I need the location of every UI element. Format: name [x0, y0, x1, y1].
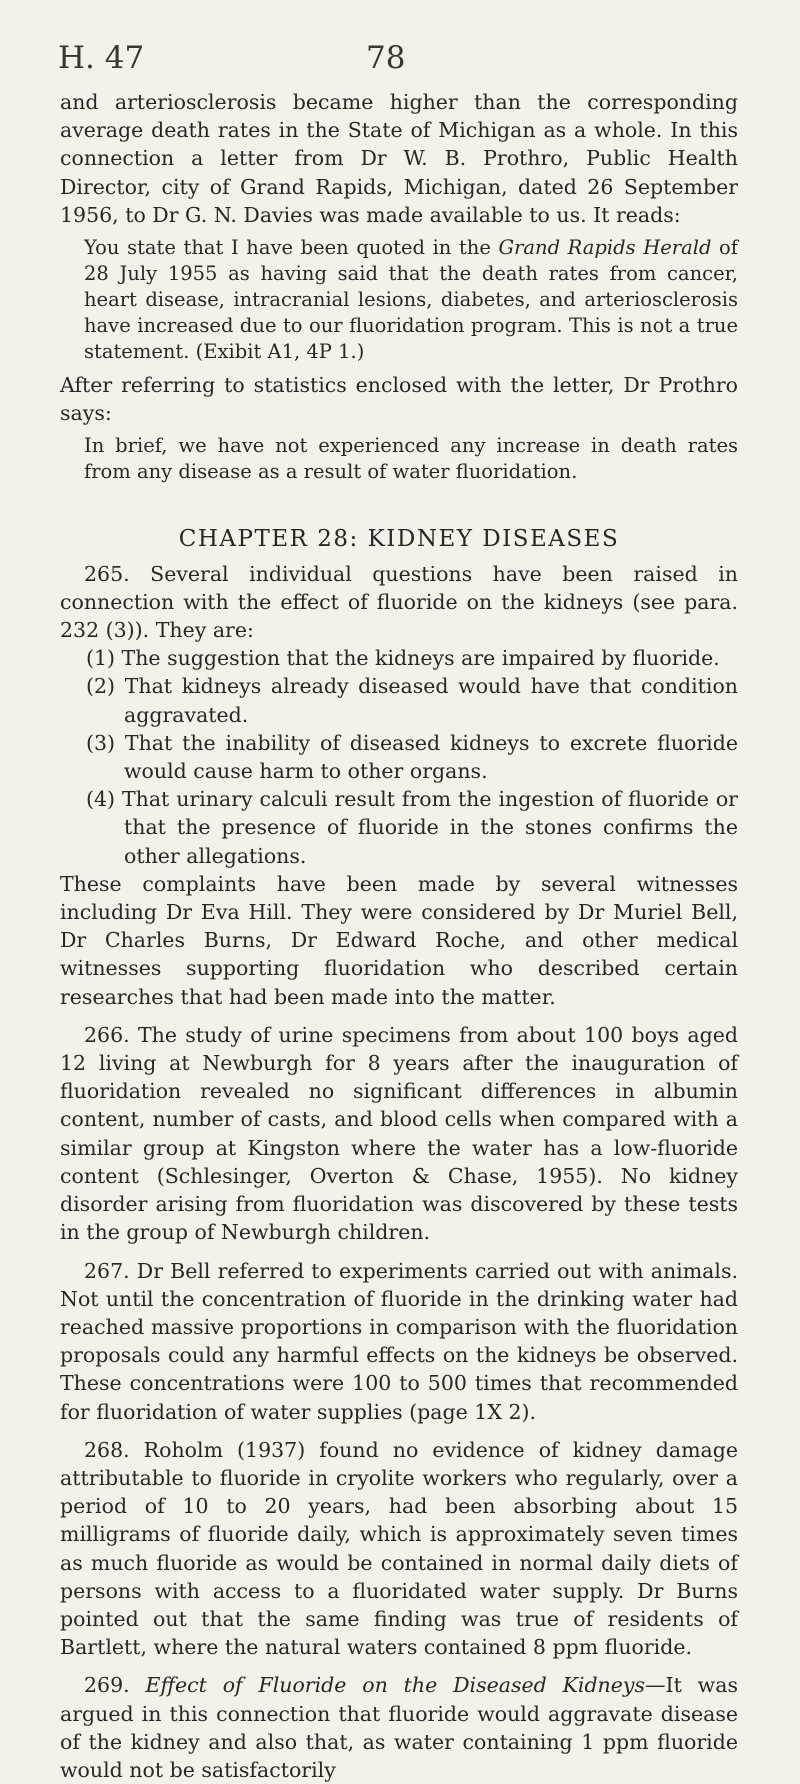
section-code: H. 47 — [58, 40, 145, 76]
after-paragraph: After referring to statistics enclosed with the letter, Dr Prothro says: — [60, 373, 738, 426]
paragraph-269 — [60, 1671, 738, 1784]
newspaper-name: Grand Rapids Herald — [498, 236, 712, 260]
paragraph-265: 265. Several individual questions have been raised in connection with the effect of fluoride on the kidneys (see para. 232 (3)). They are: — [60, 561, 738, 643]
paragraph-269-number: 269. — [84, 1673, 146, 1698]
prothro-quote — [84, 235, 738, 365]
paragraph-268: 268. Roholm (1937) found no evidence of kidney damage attributable to fluoride in cryolite workers who regularly, over a period of 10 to 20 years, had been absorbing about 15 milligrams of fluoride daily, which is approximately seven times as much fluoride as would be contained in normal daily diets of persons with access to a fluoridated water supply. Dr Burns pointed out that the same finding was true of residents of Bartlett, where the natural waters contained 8 ppm fluoride. — [60, 1437, 738, 1660]
complaints-paragraph: These complaints have been made by several witnesses including Dr Eva Hill. They were considered by Dr Muriel Bell, Dr Charles Burns, Dr Edward Roche, and other medical witnesses supporting fluoridation who described certain researches that had been made into the matter. — [60, 871, 738, 1009]
paragraph-269-heading: Effect of Fluoride on the Diseased Kidneys — [145, 1673, 645, 1698]
chapter-title: CHAPTER 28: KIDNEY DISEASES — [178, 526, 620, 553]
page-body — [60, 88, 738, 1784]
list-item: (4) That urinary calculi result from the ingestion of fluoride or that the presence of fluoride in the stones confirms the other allegations. — [86, 787, 738, 868]
prothro-brief-quote: In brief, we have not experienced any increase in death rates from any disease as a result of water fluoridation. — [84, 434, 738, 484]
list-item: (3) That the inability of diseased kidneys to excrete fluoride would cause harm to other organs. — [86, 730, 738, 784]
quote-text-2: of 28 July 1955 as having said that the death rates from cancer, heart disease, intracranial lesions, diabetes, and arteriosclerosis have increased due to our fluoridation program. This is not a true statement. (Exibit A1, 4P 1.) — [84, 236, 739, 364]
paragraph-269-text: —It was argued in this connection that fluoride would aggravate disease of the kidney and also that, as water containing 1 ppm fluoride would not be satisfactorily — [60, 1673, 738, 1782]
quote-text-1: You state that I have been quoted in the — [84, 236, 499, 260]
list-item: (2) That kidneys already diseased would have that condition aggravated. — [86, 674, 738, 727]
paragraph-267: 267. Dr Bell referred to experiments carried out with animals. Not until the concentration of fluoride in the drinking water had reached massive proportions in comparison with the fluoridation proposals could any harmful effects on the kidneys be observed. These concentrations were 100 to 500 times that recommended for fluoridation of water supplies (page 1X 2). — [60, 1258, 738, 1424]
question-list — [60, 644, 738, 870]
page-number: 78 — [366, 40, 406, 76]
intro-paragraph: and arteriosclerosis became higher than the corresponding average death rates in the State of Michigan as a whole. In this connection a letter from Dr W. B. Prothro, Public Health Director, city of Grand Rapids, Michigan, dated 26 September 1956, to Dr G. N. Davies was made available to us. It reads: — [60, 90, 738, 227]
paragraph-266: 266. The study of urine specimens from about 100 boys aged 12 living at Newburgh for 8 years after the inauguration of fluoridation revealed no significant differences in albumin content, number of casts, and blood cells when compared with a similar group at Kingston where the water has a low-fluoride content (Schlesinger, Overton & Chase, 1955). No kidney disorder arising from fluoridation was discovered by these tests in the group of Newburgh children. — [60, 1022, 738, 1245]
list-item: (1) The suggestion that the kidneys are impaired by fluoride. — [86, 646, 720, 671]
